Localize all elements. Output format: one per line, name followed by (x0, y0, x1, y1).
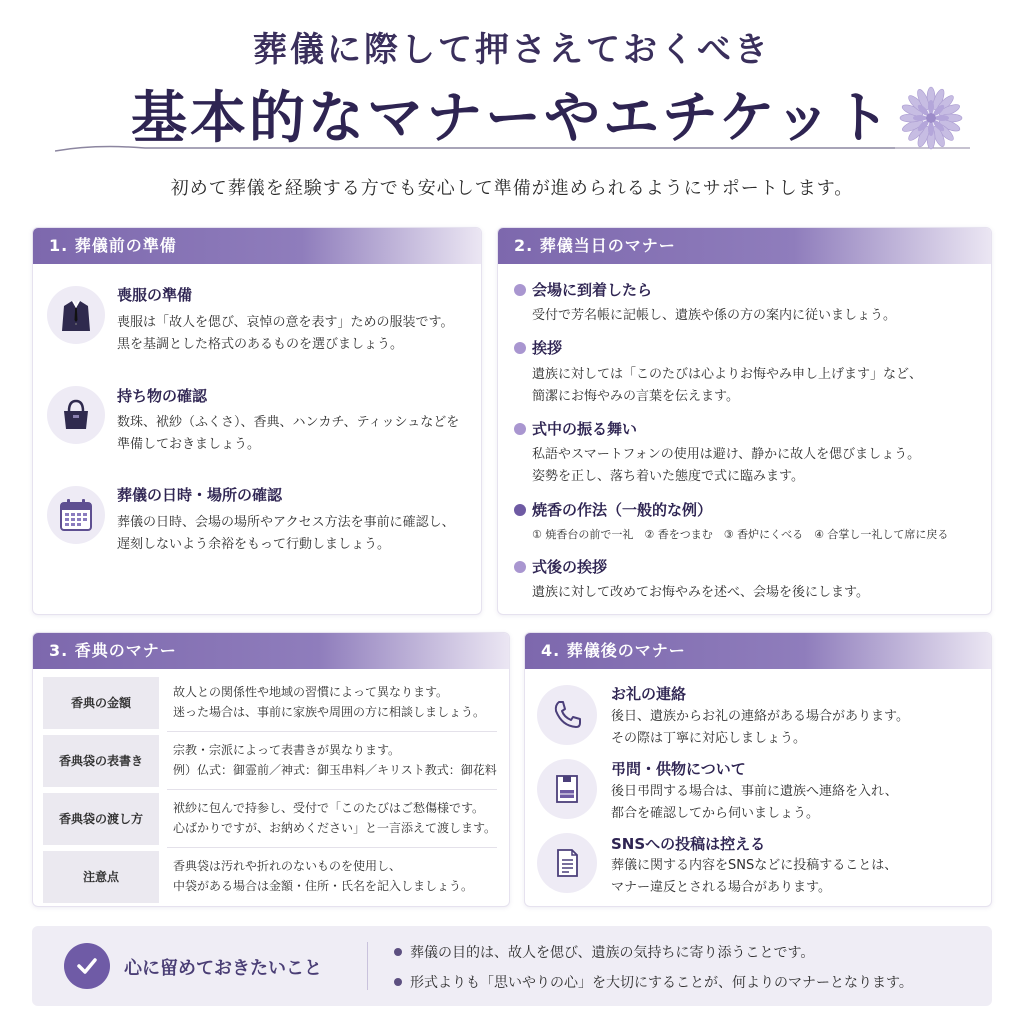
item-text: 都合を確認してから伺いましょう。 (611, 806, 820, 821)
bullet-dot (514, 284, 526, 296)
section-after-funeral (524, 632, 992, 907)
header (0, 0, 1024, 215)
chrysanthemum-icon (897, 86, 965, 154)
item-title: 式中の振る舞い (532, 420, 638, 438)
row-line: 迷った場合は、事前に家族や周囲の方に相談しましょう。 (173, 705, 486, 719)
row-divider (167, 731, 497, 732)
item-title: 葬儀の日時・場所の確認 (117, 486, 283, 504)
key-point: 葬儀の目的は、故人を偲び、遺族の気持ちに寄り添うことです。 (410, 945, 815, 961)
item-text: 葬儀の日時、会場の場所やアクセス方法を事前に確認し、 (117, 515, 455, 530)
item-text: ① 焼香台の前で一礼 ② 香をつまむ ③ 香炉にくべる ④ 合掌し一礼して席に戻る (532, 528, 949, 541)
item-text: 遅刻しないよう余裕をもって行動しましょう。 (117, 537, 391, 552)
offering-icon (537, 759, 597, 819)
key-points-label: 心に留めておきたいこと (124, 958, 322, 979)
row-text (173, 740, 497, 780)
item-text: 後日、遺族からお礼の連絡がある場合があります。 (611, 709, 909, 724)
item-text: マナー違反とされる場合があります。 (611, 880, 831, 895)
table-row (43, 677, 501, 729)
item-title: お礼の連絡 (611, 685, 687, 703)
table-row (43, 735, 501, 787)
section-koden (32, 632, 510, 907)
section-heading: 2. 葬儀当日のマナー (498, 228, 991, 264)
row-label: 香典の金額 (43, 677, 159, 729)
item-title: 式後の挨拶 (532, 558, 608, 576)
suit-icon (47, 286, 105, 344)
row-label: 注意点 (43, 851, 159, 903)
row-label: 香典袋の表書き (43, 735, 159, 787)
section-funeral-day (497, 227, 992, 615)
page-title: 基本的なマナーやエチケット (131, 85, 893, 151)
item-text: 私語やスマートフォンの使用は避け、静かに故人を偲びましょう。 (532, 447, 921, 462)
section-before-funeral (32, 227, 482, 615)
handbag-icon (47, 386, 105, 444)
bullet-dot (514, 423, 526, 435)
calendar-icon (47, 486, 105, 544)
item-text: その際は丁寧に対応しましょう。 (611, 731, 807, 746)
subtitle: 初めて葬儀を経験する方でも安心して準備が進められるようにサポートします。 (170, 178, 854, 199)
item-text: 受付で芳名帳に記帳し、遺族や係の方の案内に従いましょう。 (532, 308, 897, 323)
row-line: 宗教・宗派によって表書きが異なります。 (173, 743, 401, 757)
table-row (43, 851, 501, 903)
item-text: 簡潔にお悔やみの言葉を伝えます。 (532, 389, 739, 404)
item-text: 葬儀に関する内容をSNSなどに投稿することは、 (611, 858, 898, 873)
divider (367, 942, 368, 990)
item-text: 数珠、袱紗（ふくさ）、香典、ハンカチ、ティッシュなどを (117, 415, 460, 430)
section-heading: 1. 葬儀前の準備 (33, 228, 481, 264)
document-icon (537, 833, 597, 893)
item-text: 姿勢を正し、落ち着いた態度で式に臨みます。 (532, 469, 804, 484)
bullet-dot (514, 561, 526, 573)
row-divider (167, 789, 497, 790)
section-heading: 3. 香典のマナー (33, 633, 509, 669)
table-row (43, 793, 501, 845)
row-text (173, 682, 485, 722)
title-underline (55, 142, 970, 156)
item-text: 遺族に対して改めてお悔やみを述べ、会場を後にします。 (532, 585, 869, 600)
item-title: 弔問・供物について (611, 760, 746, 778)
row-line: 香典袋は汚れや折れのないものを使用し、 (173, 859, 402, 873)
item-title: SNSへの投稿は控える (611, 835, 766, 853)
item-text: 遺族に対しては「このたびは心よりお悔やみ申し上げます」など、 (532, 367, 923, 382)
item-title: 焼香の作法（一般的な例） (532, 501, 713, 519)
item-text: 喪服は「故人を偲び、哀悼の意を表す」ための服装です。 (117, 315, 454, 330)
item-text: 黒を基調とした格式のあるものを選びましょう。 (117, 337, 404, 352)
bullet-dot (514, 342, 526, 354)
row-line: 袱紗に包んで持参し、受付で「このたびはご愁傷様です。 (173, 801, 485, 815)
item-title: 会場に到着したら (532, 281, 653, 299)
section-heading: 4. 葬儀後のマナー (525, 633, 991, 669)
item-title: 持ち物の確認 (117, 387, 208, 405)
row-text (173, 856, 473, 896)
bullet-dot (394, 978, 402, 986)
item-title: 挨拶 (532, 339, 563, 357)
row-text (173, 798, 496, 838)
title-line1: 葬儀に際して押さえておくべき (253, 30, 771, 70)
row-line: 例）仏式：御霊前／神式：御玉串料／キリスト教式：御花料 (173, 763, 497, 777)
key-points-box (32, 926, 992, 1006)
item-text: 後日弔問する場合は、事前に遺族へ連絡を入れ、 (611, 784, 898, 799)
check-icon (64, 943, 110, 989)
row-label: 香典袋の渡し方 (43, 793, 159, 845)
bullet-dot (514, 504, 526, 516)
row-line: 故人との関係性や地域の習慣によって異なります。 (173, 685, 449, 699)
item-title: 喪服の準備 (117, 286, 193, 304)
row-line: 心ばかりですが、お納めください」と一言添えて渡します。 (173, 821, 497, 835)
row-divider (167, 847, 497, 848)
key-point: 形式よりも「思いやりの心」を大切にすることが、何よりのマナーとなります。 (410, 975, 913, 991)
row-line: 中袋がある場合は金額・住所・氏名を記入しましょう。 (173, 879, 474, 893)
phone-icon (537, 685, 597, 745)
bullet-dot (394, 948, 402, 956)
item-text: 準備しておきましょう。 (117, 437, 261, 452)
